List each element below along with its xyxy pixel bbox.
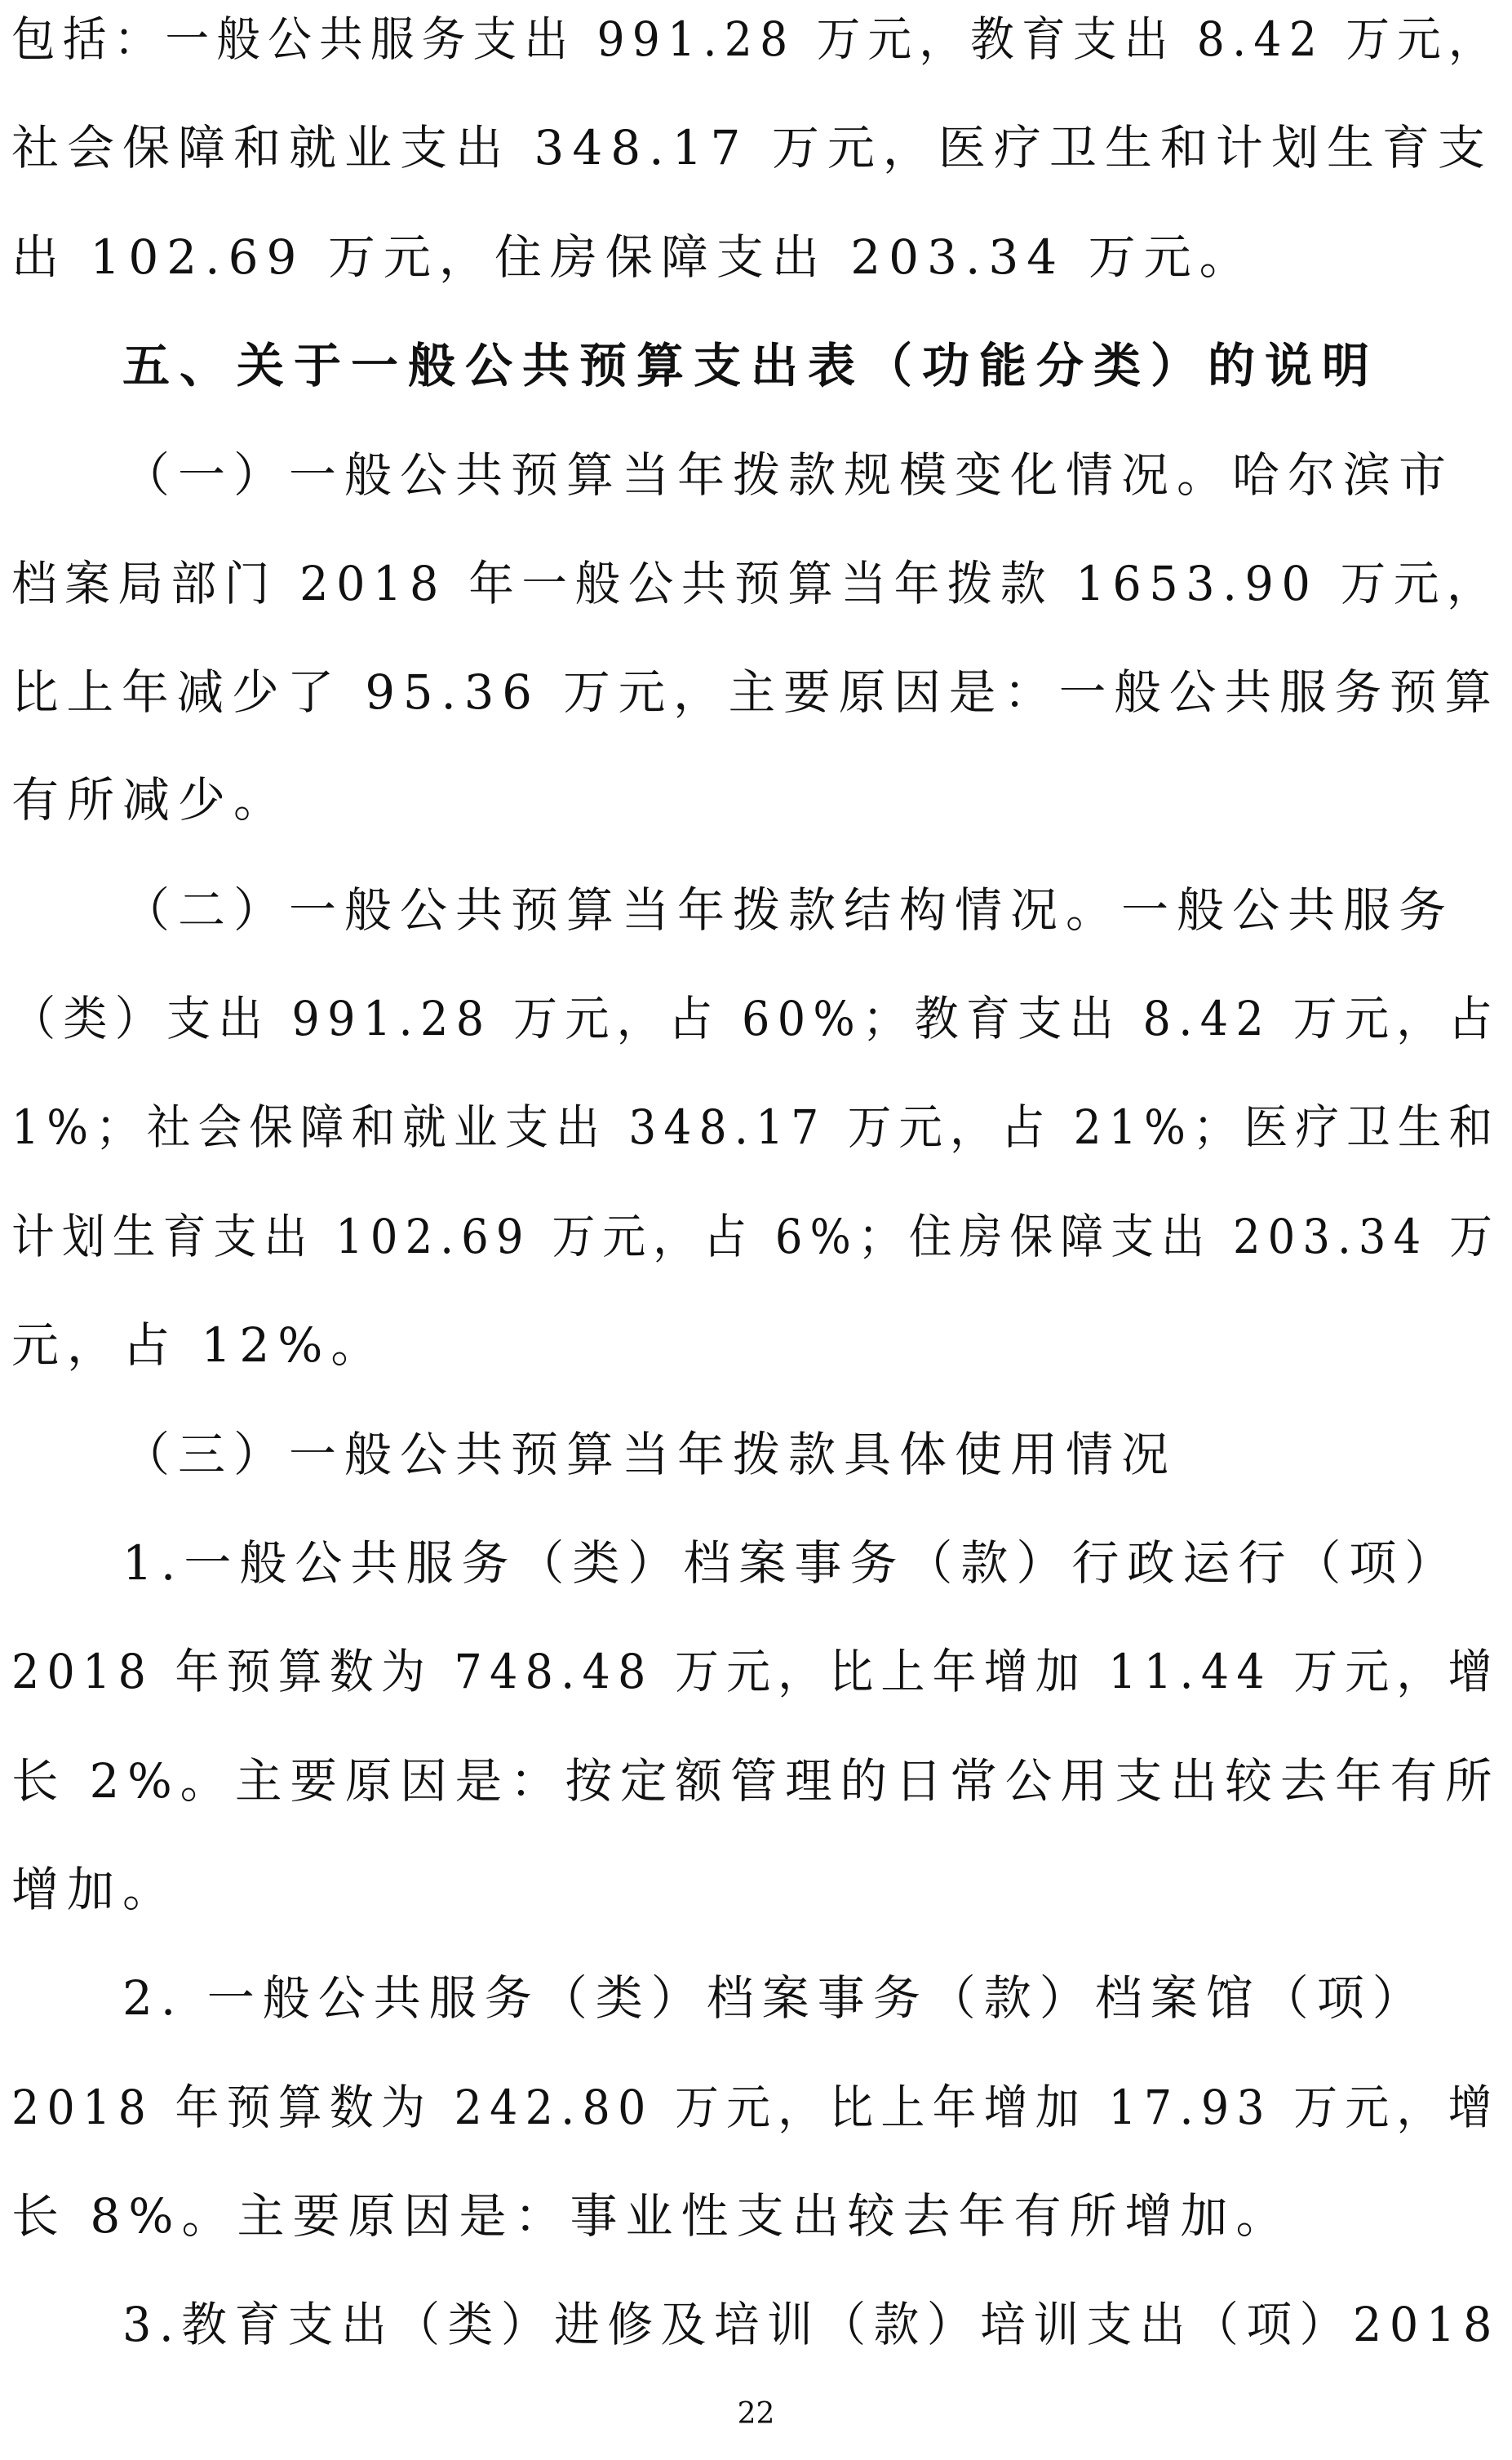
paragraph-line: 3.教育支出（类）进修及培训（款）培训支出（项）2018	[122, 2297, 1500, 2352]
section-heading: 五、关于一般公共预算支出表（功能分类）的说明	[122, 338, 1380, 393]
paragraph-line: 1%；社会保障和就业支出 348.17 万元，占 21%；医疗卫生和	[11, 1099, 1501, 1155]
paragraph-line: 比上年减少了 95.36 万元，主要原因是：一般公共服务预算	[11, 664, 1500, 720]
paragraph-line: 档案局部门 2018 年一般公共预算当年拨款 1653.90 万元，	[11, 556, 1501, 611]
page-number: 22	[737, 2397, 775, 2431]
paragraph-line: 元，占 12%。	[11, 1317, 387, 1373]
paragraph-line: 2018 年预算数为 748.48 万元，比上年增加 11.44 万元，增	[11, 1644, 1500, 1699]
paragraph-line: （类）支出 991.28 万元，占 60%；教育支出 8.42 万元，占	[11, 991, 1501, 1046]
paragraph-line: 2018 年预算数为 242.80 万元，比上年增加 17.93 万元，增	[11, 2080, 1500, 2135]
paragraph-line: （二）一般公共预算当年拨款结构情况。一般公共服务	[122, 882, 1455, 938]
paragraph-line: 增加。	[11, 1862, 179, 1917]
paragraph-line: 长 8%。主要原因是：事业性支出较去年有所增加。	[11, 2188, 1292, 2244]
paragraph-line: 长 2%。主要原因是：按定额管理的日常公用支出较去年有所	[11, 1753, 1501, 1809]
paragraph-line: 包括：一般公共服务支出 991.28 万元，教育支出 8.42 万元，	[11, 11, 1500, 67]
paragraph-line: 有所减少。	[11, 772, 290, 828]
paragraph-line: （一）一般公共预算当年拨款规模变化情况。哈尔滨市	[122, 447, 1455, 503]
paragraph-line: 计划生育支出 102.69 万元，占 6%；住房保障支出 203.34 万	[11, 1209, 1501, 1264]
paragraph-line: 1.一般公共服务（类）档案事务（款）行政运行（项）	[122, 1535, 1461, 1591]
paragraph-line: 出 102.69 万元，住房保障支出 203.34 万元。	[11, 229, 1255, 285]
paragraph-line: 社会保障和就业支出 348.17 万元，医疗卫生和计划生育支	[11, 120, 1493, 175]
paragraph-line: 2. 一般公共服务（类）档案事务（款）档案馆（项）	[122, 1970, 1428, 2026]
subsection-heading: （三）一般公共预算当年拨款具体使用情况	[122, 1427, 1177, 1482]
